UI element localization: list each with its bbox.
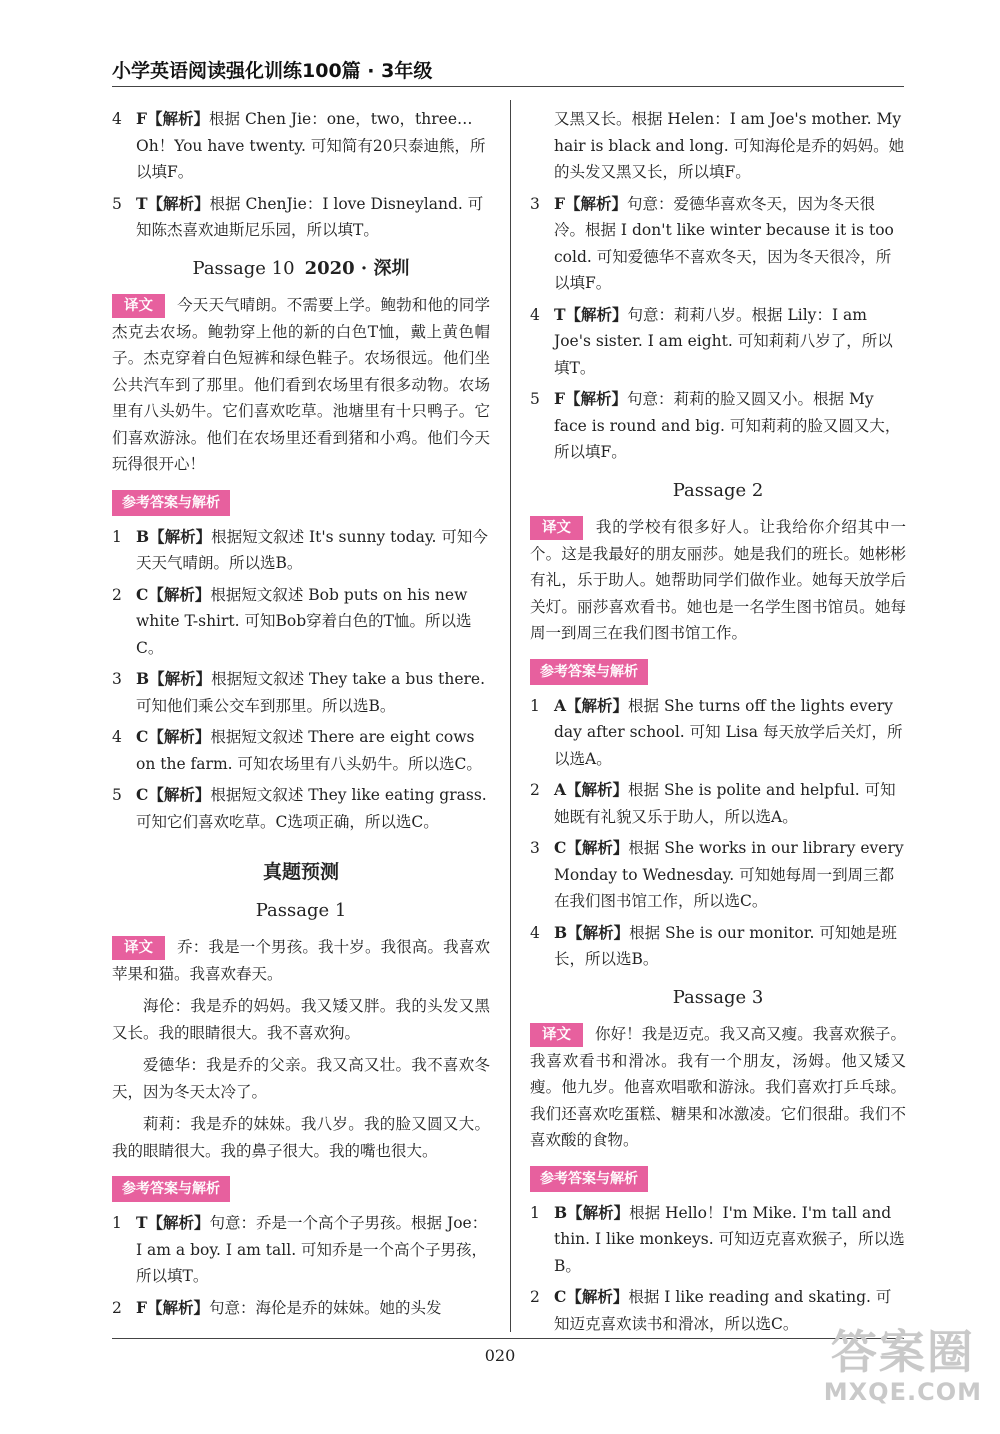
translation-paragraph (530, 1021, 906, 1154)
translation-tag: 译文 (112, 936, 165, 960)
right-column (530, 106, 906, 1342)
column-divider (510, 100, 511, 1332)
item-mark: B【解析】 (554, 922, 630, 942)
item-mark: F【解析】 (554, 193, 628, 213)
item-number: 4 (530, 923, 540, 942)
item-text: 根据 She is polite and helpful. 可知她既有礼貌又乐于助人，所以选A。 (554, 781, 896, 826)
answer-tag: 参考答案与解析 (530, 1166, 648, 1192)
item-text: 句意：爱德华喜欢冬天，因为冬天很冷。根据 I don't like winter because it is too cold. 可知爱德华不喜欢冬天，因为冬天很冷，所以填F。 (554, 194, 894, 292)
item-text: 句意：乔是一个高个子男孩。根据 Joe：I am a boy. I am tall. 可知乔是一个高个子男孩，所以填T。 (136, 1214, 488, 1285)
passage-title: Passage 2 (672, 479, 764, 501)
item-number: 4 (530, 305, 540, 324)
passage-title (112, 256, 490, 283)
passage-name: Passage 10 (192, 257, 295, 279)
translation-paragraph: 海伦：我是乔的妈妈。我又矮又胖。我的头发又黑又长。我的眼睛很大。我不喜欢狗。 (112, 997, 490, 1042)
item-text: 根据 She is our monitor. 可知她是班长，所以选B。 (554, 923, 897, 968)
answer-item (112, 724, 490, 777)
item-number: 1 (112, 527, 122, 546)
page-number: 020 (484, 1346, 516, 1365)
translation-tag: 译文 (530, 516, 583, 540)
item-mark: T【解析】 (554, 304, 628, 324)
translation-paragraph (530, 514, 906, 647)
answer-item-continued (530, 106, 906, 186)
item-mark: F【解析】 (554, 389, 628, 408)
item-number: 3 (112, 670, 122, 688)
item-text: 根据 ChenJie：I love Disneyland. 可知陈杰喜欢迪斯尼乐园，所以填T。 (136, 194, 484, 239)
translation-tag: 译文 (112, 294, 165, 318)
answer-tag: 参考答案与解析 (112, 1176, 230, 1202)
item-text: 句意：莉莉八岁。根据 Lily：I am Joe's sister. I am eight. 可知莉莉八岁了，所以填T。 (554, 305, 893, 377)
answer-item (112, 106, 490, 186)
item-text: 又黑又长。根据 Helen：I am Joe's mother. My hair is black and long. 可知海伦是乔的妈妈。她的头发又黑又长，所以填F。 (554, 110, 905, 181)
translation-paragraph (112, 934, 490, 987)
item-mark: T【解析】 (136, 193, 210, 213)
footer-rule (112, 1338, 904, 1339)
item-mark: C【解析】 (136, 727, 211, 746)
translation-tag: 译文 (530, 1023, 583, 1047)
item-text: 根据 Chen Jie：one，two，three… Oh！You have twenty. 可知简有20只泰迪熊，所以填F。 (136, 110, 486, 181)
header-rule (112, 86, 904, 87)
watermark-logo (824, 1326, 982, 1406)
item-number: 3 (530, 839, 540, 857)
watermark-url: MXQE.COM (823, 1378, 982, 1406)
item-mark: C【解析】 (554, 1287, 629, 1306)
item-mark: F【解析】 (136, 1297, 210, 1317)
answer-item (112, 1210, 490, 1290)
answer-item (530, 302, 906, 382)
item-number: 1 (530, 696, 540, 715)
left-column (112, 106, 490, 1326)
item-number: 2 (112, 585, 122, 604)
item-mark: C【解析】 (554, 838, 629, 857)
item-mark: F【解析】 (136, 109, 210, 128)
item-number: 1 (530, 1203, 540, 1222)
answer-item (530, 777, 906, 830)
translation-paragraph: 莉莉：我是乔的妹妹。我八岁。我的脸又圆又大。我的眼睛很大。我的鼻子很大。我的嘴也很大。 (112, 1115, 490, 1160)
section-title: 真题预测 (262, 861, 339, 883)
answer-tag: 参考答案与解析 (530, 659, 648, 685)
answer-item (530, 386, 906, 466)
answer-item (530, 835, 906, 915)
translation-paragraph: 爱德华：我是乔的父亲。我又高又壮。我不喜欢冬天，因为冬天太冷了。 (112, 1056, 490, 1101)
watermark-text: 答案圈 (830, 1325, 975, 1379)
item-number: 5 (530, 390, 540, 408)
item-mark: B【解析】 (136, 669, 212, 688)
item-number: 1 (112, 1214, 122, 1232)
translation-text: 你好！我是迈克。我又高又瘦。我喜欢猴子。我喜欢看书和滑冰。我有一个朋友，汤姆。他又矮又瘦。他九岁。他喜欢唱歌和游泳。我们喜欢打乒乓球。我们还喜欢吃蛋糕、糖果和冰激凌。它们很甜。我们不喜欢酸的食物。 (530, 1025, 906, 1149)
item-mark: C【解析】 (136, 785, 211, 804)
answer-item (112, 782, 490, 835)
item-text: 根据短文叙述 It's sunny today. 可知今天天气晴朗。所以选B。 (136, 527, 488, 572)
item-mark: T【解析】 (136, 1213, 210, 1232)
item-text: 根据 Hello！I'm Mike. I'm tall and thin. I like monkeys. 可知迈克喜欢猴子，所以选B。 (554, 1203, 905, 1275)
item-number: 2 (530, 781, 540, 799)
item-text: 根据 I like reading and skating. 可知迈克喜欢读书和滑冰，所以选C。 (554, 1288, 892, 1333)
item-number: 2 (112, 1298, 122, 1317)
answer-item (530, 920, 906, 973)
item-text: 句意：莉莉的脸又圆又小。根据 My face is round and big. 可知莉莉的脸又圆又大，所以填F。 (554, 390, 901, 461)
item-mark: B【解析】 (554, 1202, 630, 1222)
answer-item (530, 1200, 906, 1280)
item-mark: A【解析】 (554, 780, 629, 799)
item-number: 3 (530, 194, 540, 213)
item-number: 5 (112, 786, 122, 804)
item-text: 根据 She works in our library every Monday to Wednesday. 可知她每周一到周三都在我们图书馆工作，所以选C。 (554, 839, 904, 910)
answer-item (530, 191, 906, 297)
answer-item (112, 1295, 490, 1322)
answer-item (112, 524, 490, 577)
translation-paragraph (112, 292, 490, 478)
item-mark: A【解析】 (554, 695, 629, 715)
item-number: 2 (530, 1288, 540, 1306)
item-mark: B【解析】 (136, 526, 212, 546)
translation-text: 乔：我是一个男孩。我十岁。我很高。我喜欢苹果和猫。我喜欢春天。 (112, 938, 490, 983)
item-number: 4 (112, 110, 122, 128)
item-text: 根据短文叙述 They like eating grass. 可知它们喜欢吃草。C选项正确，所以选C。 (136, 786, 487, 831)
item-number: 5 (112, 194, 122, 213)
item-text: 根据短文叙述 Bob puts on his new white T-shirt. 可知Bob穿着白色的T恤。所以选C。 (136, 585, 472, 657)
passage-title: Passage 1 (255, 899, 347, 921)
item-text: 根据短文叙述 They take a bus there. 可知他们乘公交车到那里。所以选B。 (136, 670, 486, 715)
item-text: 根据短文叙述 There are eight cows on the farm. 可知农场里有八头奶牛。所以选C。 (136, 728, 482, 773)
passage-title: Passage 3 (672, 986, 764, 1008)
item-text: 根据 She turns off the lights every day after school. 可知 Lisa 每天放学后关灯，所以选A。 (554, 696, 903, 768)
item-mark: C【解析】 (136, 584, 211, 604)
running-header: 小学英语阅读强化训练100篇 · 3年级 (112, 60, 433, 82)
answer-tag: 参考答案与解析 (112, 490, 230, 516)
translation-text: 今天天气晴朗。不需要上学。鲍勃和他的同学杰克去农场。鲍勃穿上他的新的白色T恤，戴上黄色帽子。杰克穿着白色短裤和绿色鞋子。农场很远。他们坐公共汽车到了那里。他们看到农场里有很多动物。农场里有八头奶牛。它们喜欢吃草。池塘里有十只鸭子。它们喜欢游泳。他们在农场里还看到猪和小鸡。他们今天玩得很开心！ (112, 296, 490, 473)
passage-source: 2020 · 深圳 (304, 257, 410, 279)
answer-item (112, 582, 490, 662)
answer-item (112, 191, 490, 244)
translation-text: 我的学校有很多好人。让我给你介绍其中一个。这是我最好的朋友丽莎。她是我们的班长。她彬彬有礼，乐于助人。她帮助同学们做作业。她每天放学后关灯。丽莎喜欢看书。她也是一名学生图书馆员。她每周一到周三在我们图书馆工作。 (530, 518, 906, 642)
item-number: 4 (112, 728, 122, 746)
answer-item (530, 693, 906, 773)
item-text: 句意：海伦是乔的妹妹。她的头发 (209, 1298, 442, 1317)
answer-item (112, 666, 490, 719)
